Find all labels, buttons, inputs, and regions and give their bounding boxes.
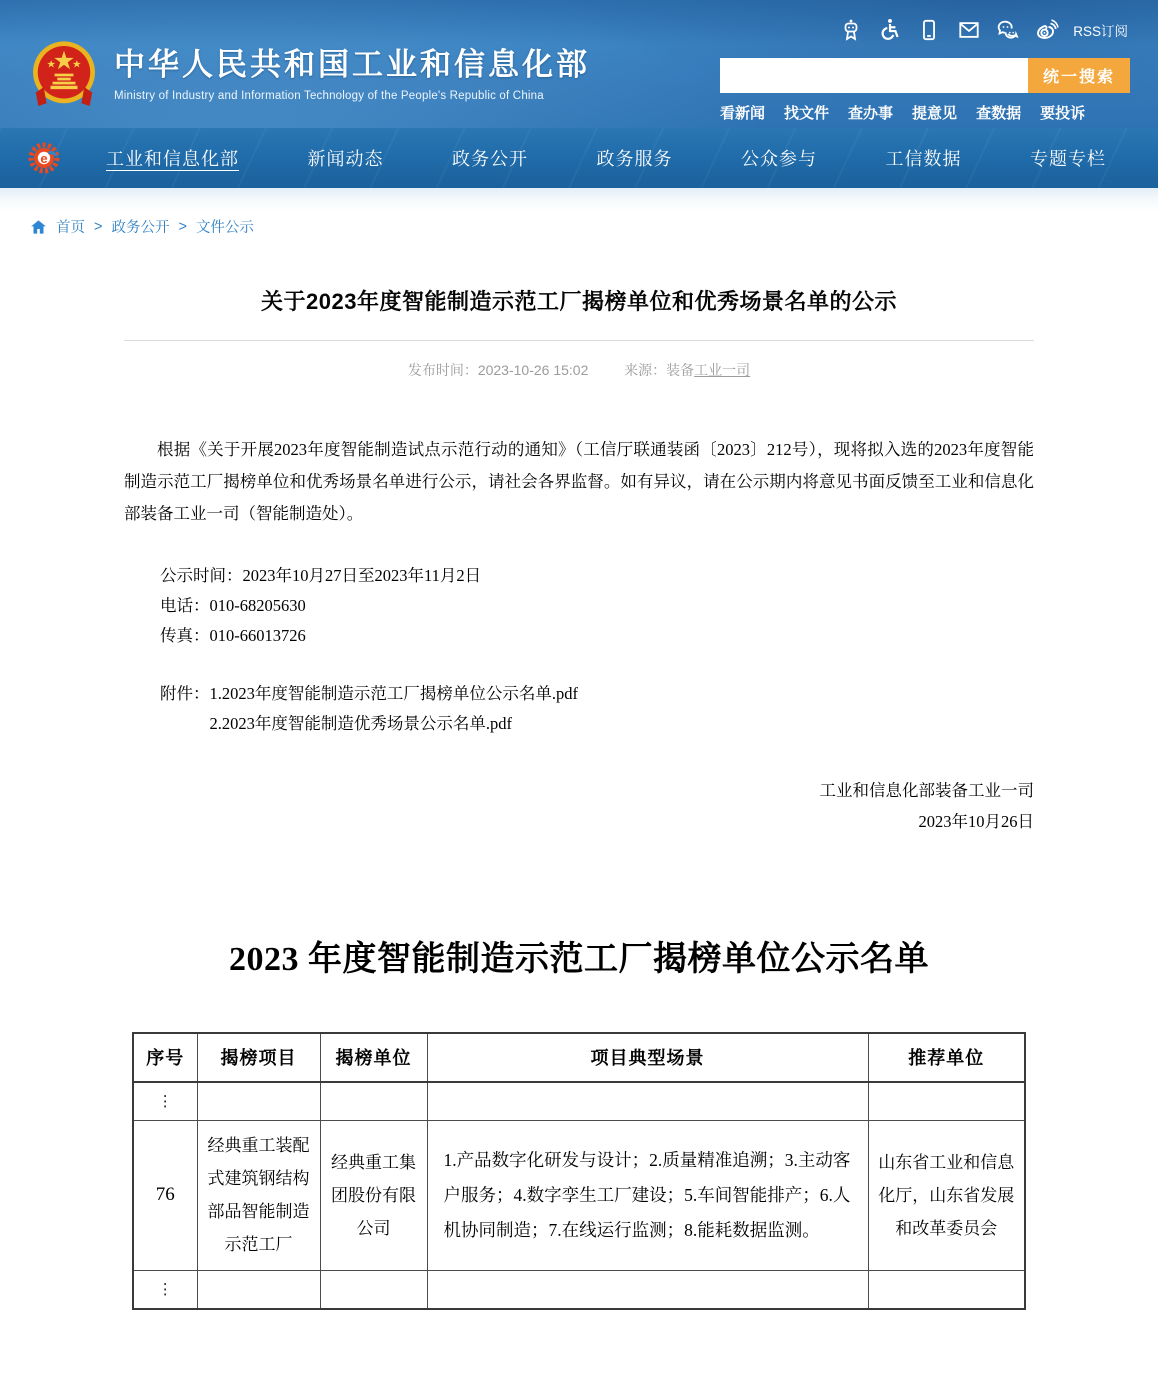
- weibo-icon[interactable]: [1034, 17, 1060, 43]
- row-unit: 经典重工集团股份有限公司: [320, 1121, 427, 1271]
- mobile-icon[interactable]: [916, 17, 942, 43]
- quick-link-services[interactable]: 查办事: [848, 105, 894, 122]
- rss-subscribe-link[interactable]: RSS订阅: [1073, 24, 1128, 39]
- notice-table: [132, 1032, 1026, 1311]
- nav-item-special-topics[interactable]: 专题专栏: [1030, 149, 1106, 169]
- list-section-title: 2023 年度智能制造示范工厂揭榜单位公示名单: [229, 940, 929, 978]
- breadcrumb-current: 文件公示: [195, 220, 254, 236]
- table-row-ellipsis-top: [133, 1082, 1025, 1121]
- col-header-scenes: 项目典型场景: [427, 1033, 868, 1082]
- home-icon[interactable]: [30, 219, 47, 235]
- row-project: 经典重工装配式建筑钢结构部品智能制造示范工厂: [197, 1121, 320, 1271]
- site-title: 中华人民共和国工业和信息化部: [114, 47, 590, 83]
- notice-period: 公示时间：2023年10月27日至2023年11月2日: [160, 565, 482, 585]
- table-header-row: [133, 1033, 1025, 1082]
- nav-item-gov-services[interactable]: 政务服务: [596, 149, 673, 169]
- quick-link-files[interactable]: 找文件: [784, 105, 830, 122]
- nav-item-public-participation[interactable]: 公众参与: [741, 149, 817, 169]
- signature-date: 2023年10月26日: [918, 811, 1034, 831]
- header-icon-row: [720, 14, 1130, 46]
- contact-info: [124, 561, 1034, 651]
- signature-org: 工业和信息化部装备工业一司: [819, 780, 1034, 800]
- breadcrumb-separator: >: [178, 218, 187, 235]
- logo-letter: e: [40, 151, 48, 166]
- nav-item-gov-affairs[interactable]: 政务公开: [452, 149, 528, 169]
- source-link[interactable]: 工业一司: [694, 362, 751, 378]
- site-header: [0, 0, 1158, 128]
- attachment-link-2[interactable]: 2.2023年度智能制造优秀场景公示名单.pdf: [209, 713, 512, 733]
- row-no: 76: [133, 1121, 197, 1271]
- breadcrumb: [30, 216, 1158, 237]
- col-header-project: 揭榜项目: [197, 1033, 320, 1082]
- col-header-no: 序号: [133, 1033, 197, 1082]
- ellipsis-cell: ⋮: [133, 1270, 197, 1309]
- attachments: [124, 679, 1034, 739]
- nav-item-news[interactable]: 新闻动态: [307, 149, 384, 169]
- breadcrumb-separator: >: [94, 218, 103, 235]
- table-row: [133, 1121, 1025, 1271]
- site-subtitle: Ministry of Industry and Information Technology of the People's Republic of China: [114, 89, 544, 102]
- nav-fade-strip: [0, 188, 1158, 212]
- robot-assistant-icon[interactable]: [838, 17, 864, 43]
- site-brand[interactable]: [30, 40, 590, 110]
- search-input[interactable]: [720, 58, 1028, 93]
- search-bar: [720, 58, 1130, 93]
- miit-logo-icon[interactable]: [24, 138, 64, 178]
- attachments-label: 附件：: [160, 683, 210, 703]
- search-button[interactable]: 统一搜索: [1028, 58, 1130, 93]
- accessibility-icon[interactable]: [877, 17, 903, 43]
- col-header-unit: 揭榜单位: [320, 1033, 427, 1082]
- article-content: [124, 285, 1034, 1310]
- article-meta: [124, 360, 1034, 380]
- article-title: 关于2023年度智能制造示范工厂揭榜单位和优秀场景名单的公示: [261, 289, 897, 314]
- national-emblem-icon: [30, 40, 98, 110]
- main-nav: [0, 128, 1158, 188]
- nav-item-data[interactable]: 工信数据: [885, 149, 962, 169]
- ellipsis-cell: ⋮: [133, 1082, 197, 1121]
- quick-links: [720, 102, 1130, 123]
- row-recommender: 山东省工业和信息化厅，山东省发展和改革委员会: [868, 1121, 1025, 1271]
- nav-items: [106, 145, 1106, 171]
- title-divider: [124, 340, 1034, 341]
- article-body: [124, 434, 1034, 837]
- quick-link-feedback[interactable]: 提意见: [912, 105, 958, 122]
- header-tools: [720, 14, 1130, 123]
- article-paragraph: 根据《关于开展2023年度智能制造试点示范行动的通知》（工信厅联通装函〔2023〕212号），现将拟入选的2023年度智能制造示范工厂揭榜单位和优秀场景名单进行公示，请社会各界监督。如有异议，请在公示期内将意见书面反馈至工业和信息化部装备工业一司（智能制造处）。: [124, 440, 1034, 524]
- row-scenes: 1.产品数字化研发与设计；2.质量精准追溯；3.主动客户服务；4.数字孪生工厂建设；5.车间智能排产；6.人机协同制造；7.在线运行监测；8.能耗数据监测。: [427, 1121, 868, 1271]
- nav-item-miit[interactable]: 工业和信息化部: [106, 149, 239, 169]
- col-header-recommender: 推荐单位: [868, 1033, 1025, 1082]
- table-row-ellipsis-bottom: [133, 1270, 1025, 1309]
- quick-link-data[interactable]: 查数据: [976, 105, 1022, 122]
- publish-time: 发布时间：2023-10-26 15:02: [407, 362, 589, 378]
- fax-line: 传真：010-66013726: [160, 625, 306, 645]
- wechat-icon[interactable]: [995, 17, 1021, 43]
- breadcrumb-home[interactable]: 首页: [56, 220, 85, 236]
- quick-link-news[interactable]: 看新闻: [720, 105, 766, 122]
- phone-line: 电话：010-68205630: [160, 595, 306, 615]
- signature: [124, 775, 1034, 837]
- breadcrumb-gov-affairs[interactable]: 政务公开: [111, 220, 170, 236]
- quick-link-complaint[interactable]: 要投诉: [1040, 105, 1086, 122]
- mail-icon[interactable]: [956, 17, 982, 43]
- source-prefix: 来源：装备: [624, 362, 695, 378]
- attachment-link-1[interactable]: 1.2023年度智能制造示范工厂揭榜单位公示名单.pdf: [209, 683, 578, 703]
